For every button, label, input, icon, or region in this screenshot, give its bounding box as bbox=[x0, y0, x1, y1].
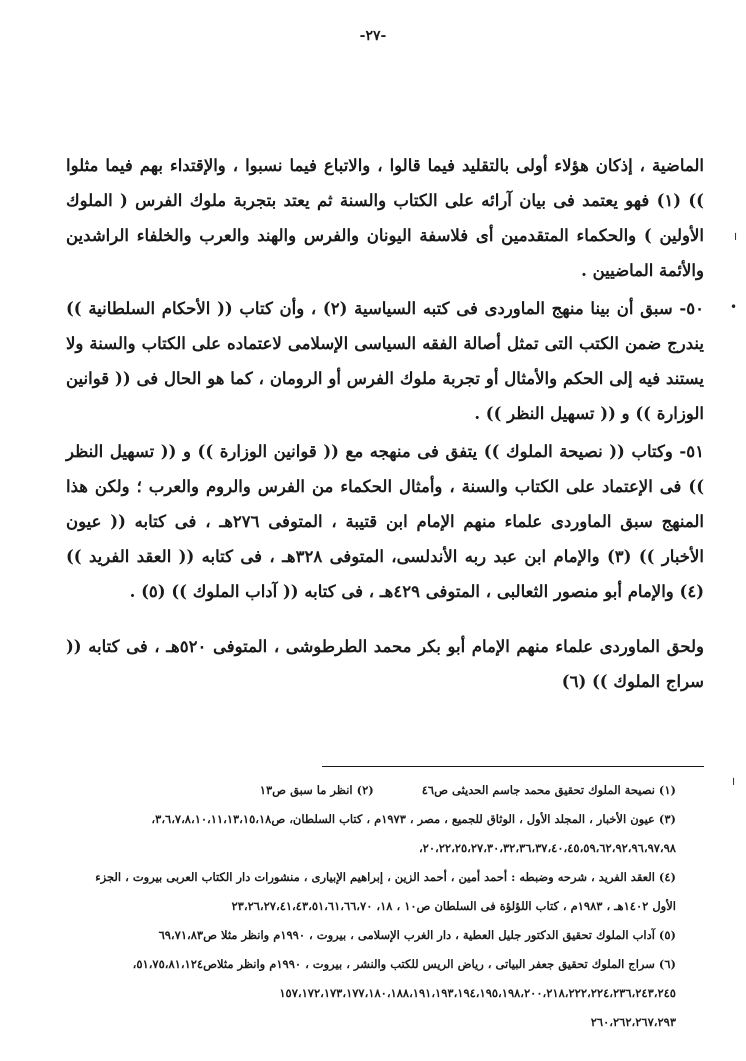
footnote-6-line-a: (٦) سراج الملوك تحقيق جعفر البياتى ، رياض الريس للكتب والنشر ، بيروت ، ١٩٩٠م وانظر مثلاص٥١،٧٥،٨١،١٢٤، bbox=[132, 957, 676, 971]
page-number: -٢٧- bbox=[359, 28, 387, 44]
paragraph-closing: ولحق الماوردى علماء منهم الإمام أبو بكر محمد الطرطوشى ، المتوفى ٥٢٠هـ ، فى كتابه (( سراج الملوك )) (٦) bbox=[66, 637, 704, 691]
footnote-6-line-c: ٢٦٠،٢٦٢،٢٦٧،٢٩٣ bbox=[590, 1015, 676, 1029]
main-text bbox=[66, 148, 704, 699]
footnote-4-line-a: (٤) العقد الفريد ، شرحه وضبطه : أحمد أمين ، أحمد الزين ، إبراهيم الإبيارى ، منشورات دار الكتاب العربى بيروت ، الجزء bbox=[95, 870, 676, 884]
paragraph-50: ٥٠- سبق أن بينا منهج الماوردى فى كتبه السياسية (٢) ، وأن كتاب (( الأحكام السلطانية )) يندرج ضمن الكتب التى تمثل أصالة الفقه السياسى الإسلامى لاعتماده على الكتاب والسنة ولا يستند فيه إلى الحكم والأمثال أو تجربة ملوك الفرس أو الرومان ، كما هو الحال فى (( قوانين الوزارة )) و (( تسهيل النظر )) . bbox=[66, 299, 704, 423]
paragraph-1: الماضية ، إذكان هؤلاء أولى بالتقليد فيما قالوا ، والاتباع فيما نسبوا ، والإقتداء بهم فيما مثلوا )) (١) فهو يعتمد فى بيان آرائه على الكتاب والسنة ثم يعتد بتجربة ملوك الفرس ( الملوك الأولين ) والحكماء المتقدمين أى فلاسفة اليونان والفرس والهند والعرب والخلفاء الراشدين والأئمة الماضيين . bbox=[66, 156, 704, 280]
margin-tick-mark-lower: ╵ bbox=[730, 778, 738, 792]
margin-dot-mark: • bbox=[730, 300, 738, 314]
footnote-5: (٥) آداب الملوك تحقيق الدكتور جليل العطية ، دار الغرب الإسلامى ، بيروت ، ١٩٩٠م وانظر مثلا ص٦٩،٧١،٨٣ bbox=[158, 928, 676, 942]
paragraph-51: ٥١- وكتاب (( نصيحة الملوك )) يتفق فى منهجه مع (( قوانين الوزارة )) و (( تسهيل النظر )) فى الإعتماد على الكتاب والسنة ، وأمثال الحكماء من الفرس والروم والعرب ؛ ولكن هذا المنهج سبق الماوردى علماء منهم الإمام ابن قتيبة ، المتوفى ٢٧٦هـ ، فى كتابه (( عيون الأخبار )) (٣) والإمام ابن عبد ربه الأندلسى، المتوفى ٣٢٨هـ ، فى كتابه (( العقد الفريد )) (٤) والإمام أبو منصور الثعالبى ، المتوفى ٤٢٩هـ ، فى كتابه (( آداب الملوك )) (٥) . bbox=[66, 442, 704, 601]
footnote-3-line-a: (٣) عيون الأخبار ، المجلد الأول ، الوثاق للجميع ، مصر ، ١٩٧٣م ، كتاب السلطان، ص٣،٦،٧،٨،١٠،١١،١٣،١٥،١٨، bbox=[151, 812, 676, 826]
footnote-1: (١) نصيحة الملوك تحقيق محمد جاسم الحديثى ص٤٦ bbox=[421, 783, 676, 797]
footnote-line-1 bbox=[66, 776, 676, 805]
footnote-3-line-b: ٢٠،٢٢،٢٥،٢٧،٣٠،٣٢،٣٦،٣٧،٤٠،٤٥،٥٩،٦٢،٩٢،٩٦،٩٧،٩٨، bbox=[418, 841, 676, 855]
margin-tick-mark: ╷ bbox=[732, 226, 740, 240]
footnote-divider bbox=[322, 766, 704, 767]
footnotes bbox=[66, 776, 676, 1037]
footnote-6-line-b: ١٥٧،١٧٢،١٧٣،١٧٧،١٨٠،١٨٨،١٩١،١٩٣،١٩٤،١٩٥،١٩٨،٢٠٠،٢١٨،٢٢٢،٢٢٤،٢٣٦،٢٤٣،٢٤٥ bbox=[279, 986, 676, 1000]
footnote-2: (٢) انظر ما سبق ص١٣ bbox=[259, 783, 374, 797]
footnote-4-line-b: الأول ١٤٠٢هـ ، ١٩٨٣م ، كتاب اللؤلؤة فى السلطان ص١٠ ، ١٨، ٢٣،٢٦،٢٧،٤١،٤٣،٥١،٦١،٦٦،٧٠ bbox=[231, 899, 676, 913]
